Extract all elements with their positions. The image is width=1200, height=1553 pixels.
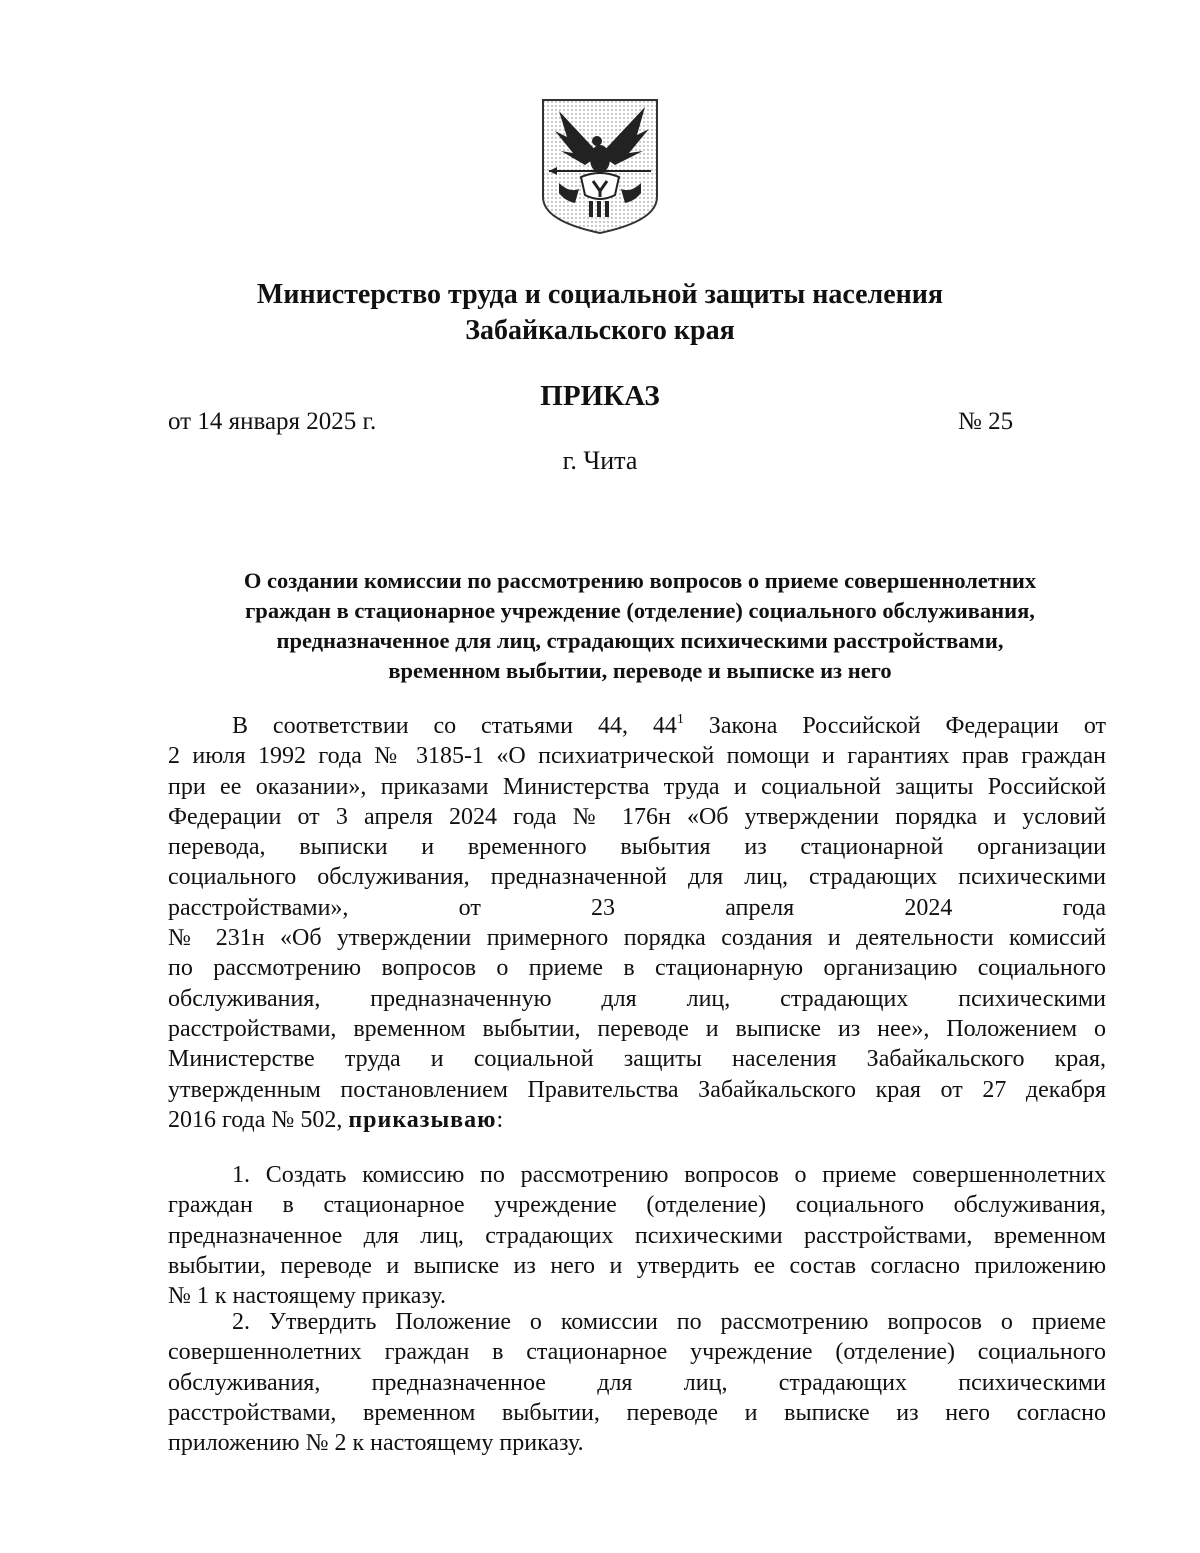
subject-line: граждан в стационарное учреждение (отделение) социального обслуживания, <box>245 598 1035 623</box>
paragraph-line: предназначенное для лиц, страдающих психическими расстройствами, временном <box>168 1222 1106 1249</box>
paragraph-line: при ее оказании», приказами Министерства труда и социальной защиты Российской <box>168 773 1106 800</box>
paragraph-line: 2. Утвердить Положение о комиссии по рассмотрению вопросов о приеме <box>232 1309 1106 1335</box>
article-superscript: 1 <box>676 712 684 727</box>
preamble-text: : <box>496 1106 504 1133</box>
preamble-text: В соответствии со статьями 44, 44 <box>232 713 677 739</box>
paragraph-line: социального обслуживания, предназначенной для лиц, страдающих психическими <box>168 864 1106 891</box>
preamble-text: Закона Российской Федерации от <box>683 713 1106 739</box>
ministry-name-line1: Министерство труда и социальной защиты населения <box>256 279 944 310</box>
ministry-name <box>0 277 1200 349</box>
paragraph-line: обслуживания, предназначенное для лиц, страдающих психическими <box>168 1369 1106 1396</box>
subject-line: предназначенное для лиц, страдающих психическими расстройствами, <box>276 628 1004 653</box>
paragraph-line: № 1 к настоящему приказу. <box>168 1283 446 1310</box>
paragraph-line: выбытии, переводе и выписке из него и утвердить ее состав согласно приложению <box>168 1252 1106 1279</box>
order-date: от 14 января 2025 г. <box>168 408 377 435</box>
paragraph-line <box>168 711 1106 741</box>
subject-line: временном выбытии, переводе и выписке из него <box>388 658 892 683</box>
order-item-2 <box>168 1307 1106 1458</box>
order-subject-heading <box>170 566 1110 686</box>
paragraph-line: приложению № 2 к настоящему приказу. <box>168 1430 584 1457</box>
paragraph-line: утвержденным постановлением Правительства Забайкальского края от 27 декабря <box>168 1076 1106 1103</box>
paragraph-line: Федерации от 3 апреля 2024 года № 176н «Об утверждении порядка и условий <box>168 803 1106 830</box>
paragraph-line: перевода, выписки и временного выбытия из стационарной организации <box>168 834 1106 861</box>
ministry-name-line2: Забайкальского края <box>465 315 735 346</box>
paragraph-line: Министерстве труда и социальной защиты населения Забайкальского края, <box>168 1046 1106 1073</box>
preamble-paragraph <box>168 711 1106 1135</box>
order-item-1 <box>168 1160 1106 1311</box>
subject-line: О создании комиссии по рассмотрению вопросов о приеме совершеннолетних <box>243 568 1037 593</box>
paragraph-line: расстройствами, временном выбытии, переводе и выписке из него согласно <box>168 1399 1106 1426</box>
order-city: г. Чита <box>562 446 638 475</box>
order-verb: приказываю <box>348 1106 497 1133</box>
paragraph-line: совершеннолетних граждан в стационарное учреждение (отделение) социального <box>168 1339 1106 1366</box>
paragraph-line: 1. Создать комиссию по рассмотрению вопросов о приеме совершеннолетних <box>232 1162 1106 1188</box>
paragraph-line: № 231н «Об утверждении примерного порядка создания и деятельности комиссий <box>168 925 1106 952</box>
paragraph-line: обслуживания, предназначенную для лиц, страдающих психическими <box>168 985 1106 1012</box>
order-number: № 25 <box>958 408 1014 435</box>
paragraph-line: по рассмотрению вопросов о приеме в стационарную организацию социального <box>168 955 1106 982</box>
preamble-text: 2016 года № 502, <box>168 1106 349 1133</box>
paragraph-line <box>168 1105 1106 1135</box>
paragraph-line: 2 июля 1992 года № 3185-1 «О психиатрической помощи и гарантиях прав граждан <box>168 743 1106 770</box>
paragraph-line: граждан в стационарное учреждение (отделение) социального обслуживания, <box>168 1192 1106 1219</box>
coat-of-arms-emblem <box>539 97 661 235</box>
paragraph-line: расстройствами», от 23 апреля 2024 года <box>168 894 1106 921</box>
paragraph-line: расстройствами, временном выбытии, переводе и выписке из нее», Положением о <box>168 1015 1106 1042</box>
document-type-title: ПРИКАЗ <box>540 380 660 412</box>
